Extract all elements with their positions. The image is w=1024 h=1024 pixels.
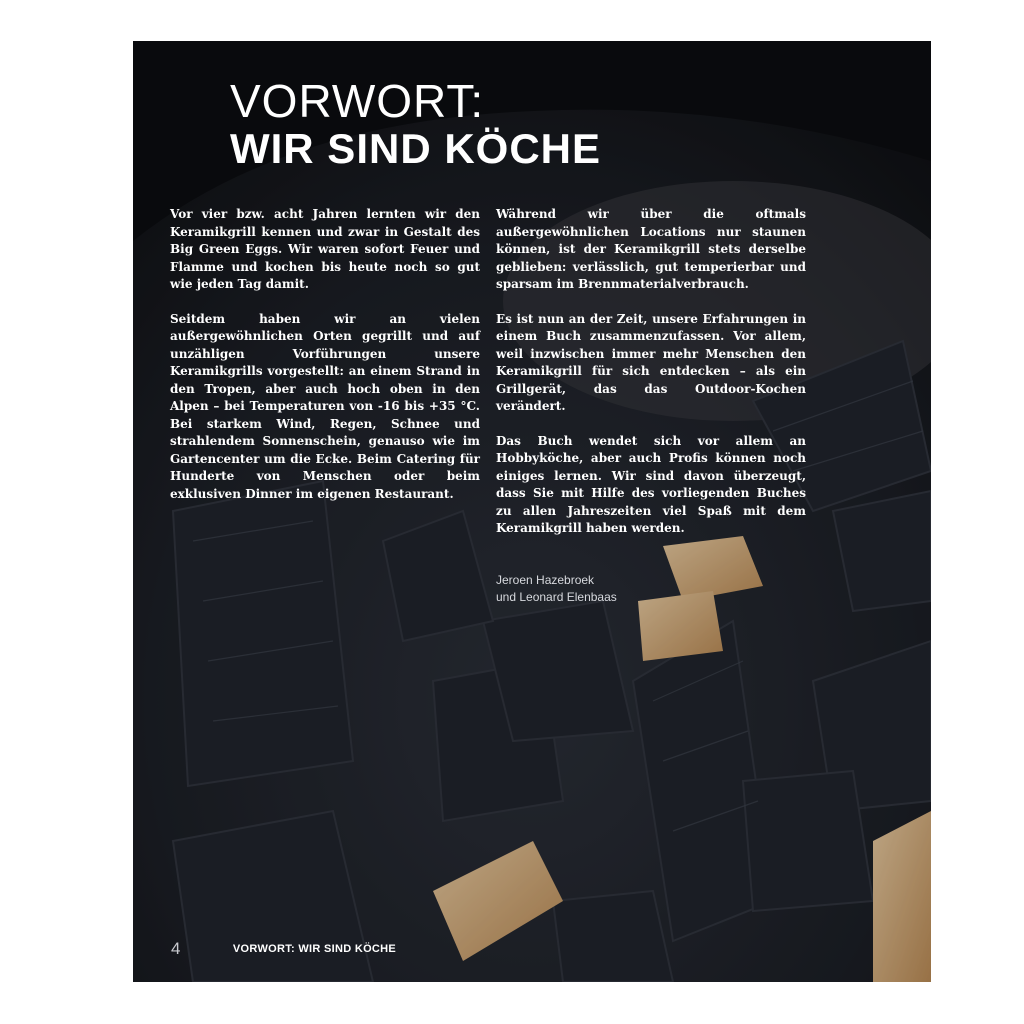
signature-line-2: und Leonard Elenbaas xyxy=(496,590,617,604)
paragraph: Während wir über die oftmals außergewöhnlichen Locations nur staunen können, ist der Keramikgrill stets derselbe geblieben: verlässlich, gut temperierbar und sparsam im Brennmaterialverbrauch. xyxy=(496,207,806,291)
title-line-2: WIR SIND KÖCHE xyxy=(230,125,601,172)
paragraph: Vor vier bzw. acht Jahren lernten wir den Keramikgrill kennen und zwar in Gestalt des Big Green Eggs. Wir waren sofort Feuer und Flamme und kochen bis heute noch so gut wie jeden Tag damit. xyxy=(170,207,480,291)
paragraph: Seitdem haben wir an vielen außergewöhnlichen Orten gegrillt und auf unzähligen Vorführungen unsere Keramikgrills vorgestellt: an einem Strand in den Tropen, aber auch hoch oben in den Alpen – bei Temperaturen von -16 bis +35 °C. Bei starkem Wind, Regen, Schnee und strahlendem Sonnenschein, genauso wie im Gartencenter um die Ecke. Beim Catering für Hunderte von Menschen oder beim exklusiven Dinner im eigenen Restaurant. xyxy=(170,311,480,501)
page-title xyxy=(230,75,601,172)
signature-line-1: Jeroen Hazebroek xyxy=(496,573,595,587)
page-number: 4 xyxy=(171,939,181,958)
title-line-1: VORWORT: xyxy=(230,75,485,127)
author-signature xyxy=(496,572,617,606)
running-head: VORWORT: WIR SIND KÖCHE xyxy=(232,943,397,955)
paragraph: Das Buch wendet sich vor allem an Hobbyköche, aber auch Profis können noch einiges lernen. Wir sind davon überzeugt, dass Sie mit Hilfe des vorliegenden Buches zu allen Jahreszeiten viel Spaß mit dem Keramikgrill haben werden. xyxy=(496,433,806,535)
paragraph: Es ist nun an der Zeit, unsere Erfahrungen in einem Buch zusammenzufassen. Vor allem, weil inzwischen immer mehr Menschen den Keramikgrill für sich entdecken – als ein Grillgerät, das das Outdoor-Kochen verändert. xyxy=(496,311,806,413)
text-column-left xyxy=(170,206,480,520)
book-page xyxy=(133,41,931,982)
page-footer xyxy=(171,939,396,959)
text-column-right xyxy=(496,206,806,555)
